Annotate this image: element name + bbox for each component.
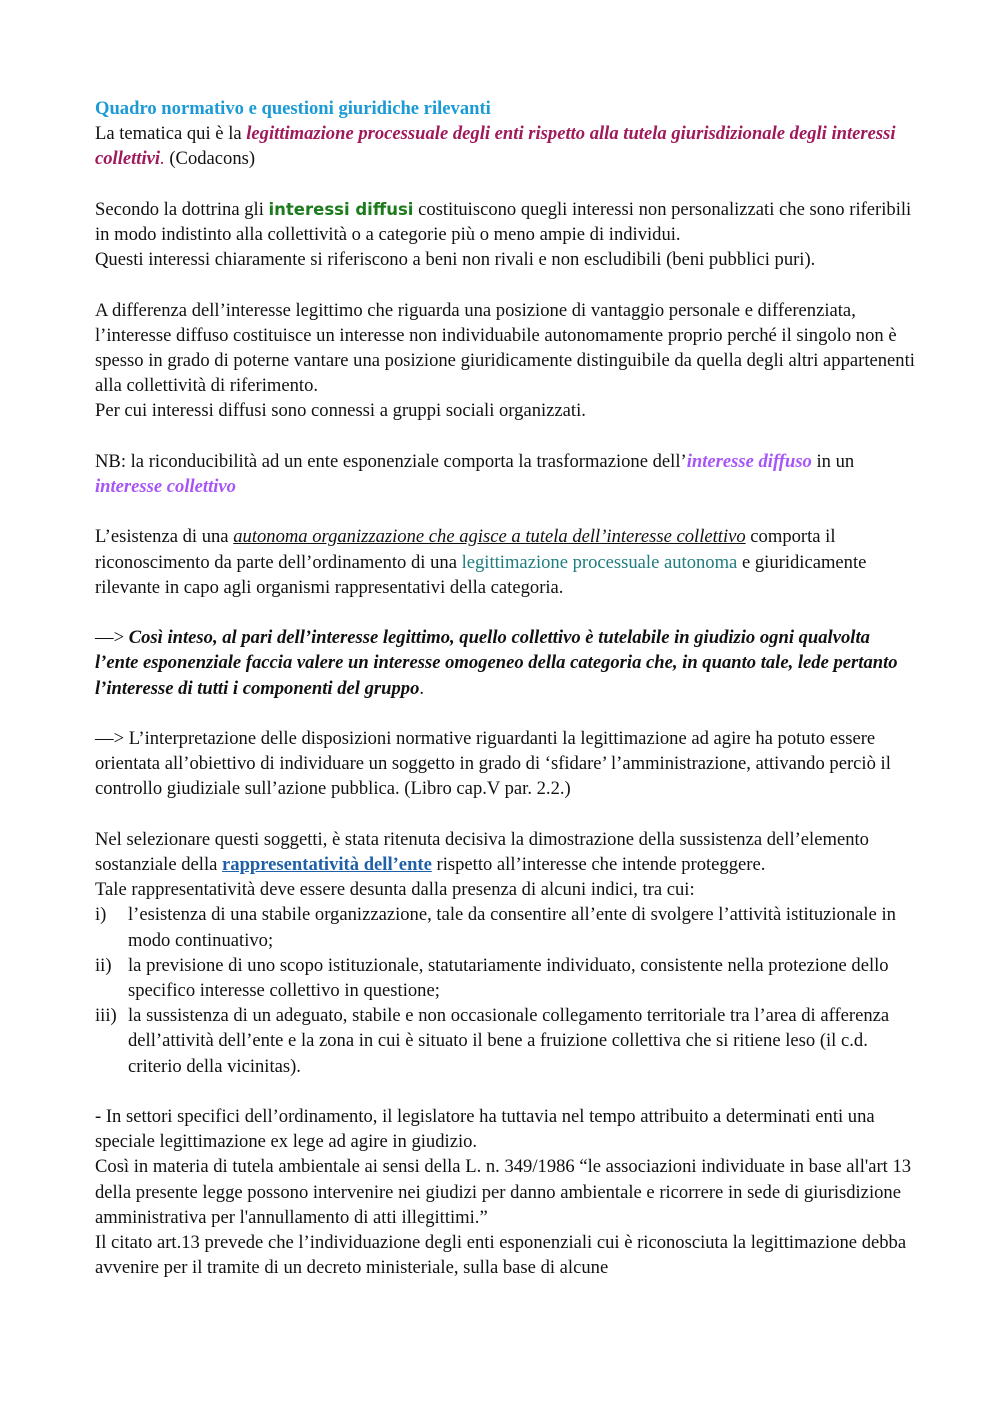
list-item	[95, 953, 915, 1003]
text: Secondo la dottrina gli	[95, 198, 269, 220]
text: L’esistenza di una	[95, 526, 234, 548]
paragraph-rappresentativita	[95, 827, 915, 877]
section-title: Quadro normativo e questioni giuridiche rilevanti	[95, 98, 491, 119]
paragraph-tutela-ambientale: Così in materia di tutela ambientale ai sensi della L. n. 349/1986 “le associazioni individuate in base all'art 13 della presente legge possono intervenire nei giudizi per danno ambientale e ricorrere in sede di giurisdizione amministrativa per l'annullamento di atti illegittimi.”	[95, 1156, 912, 1228]
arrow-marker: —>	[95, 627, 129, 649]
text: .	[419, 677, 425, 699]
list-marker: i)	[95, 904, 107, 926]
emphasis-interesse-diffuso: interesse diffuso	[686, 450, 812, 472]
intro-period: .	[160, 148, 165, 170]
list-marker: iii)	[95, 1005, 117, 1027]
paragraph-indici: Tale rappresentatività deve essere desunta dalla presenza di alcuni indici, tra cui:	[95, 879, 695, 901]
document-page	[95, 96, 915, 1280]
paragraph-gruppi-sociali: Per cui interessi diffusi sono connessi a gruppi sociali organizzati.	[95, 400, 586, 422]
bold-italic-statement: Così inteso, al pari dell’interesse legittimo, quello collettivo è tutelabile in giudizio ogni qualvolta l’ente esponenziale faccia valere un interesse omogeneo della categoria che, in quanto tale, lede pertanto l’interesse di tutti i componenti del gruppo	[95, 627, 898, 699]
text: Nel selezionare questi soggetti, è stata ritenuta decisiva la dimostrazione della sussistenza dell’elemento sostanziale della	[95, 828, 869, 875]
list-item-text: l’esistenza di una stabile organizzazione, tale da consentire all’ente di svolgere l’attività istituzionale in modo continuativo;	[128, 904, 896, 951]
highlight-legittimazione: legittimazione processuale autonoma	[461, 551, 738, 573]
intro-source: (Codacons)	[164, 148, 256, 170]
text: in un	[811, 450, 855, 472]
paragraph-art-13: Il citato art.13 prevede che l’individuazione degli enti esponenziali cui è riconosciuta la legittimazione debba avvenire per il tramite di un decreto ministeriale, sulla base di alcune	[95, 1232, 907, 1279]
text: costituiscono quegli interessi non personalizzati che sono riferibili in modo indistinto alla collettività o a categorie più o meno ampie di individui.	[95, 198, 912, 245]
paragraph-organizzazione	[95, 524, 915, 600]
text: rispetto all’interesse che intende proteggere.	[431, 853, 766, 875]
list-item	[95, 902, 915, 952]
intro-emphasis: legittimazione processuale degli enti rispetto alla tutela giurisdizionale degli interessi collettivi	[95, 123, 896, 170]
underlined-phrase: autonoma organizzazione che agisce a tutela dell’interesse collettivo	[233, 526, 746, 548]
paragraph-interesse-legittimo: A differenza dell’interesse legittimo che riguarda una posizione di vantaggio personale e differenziata, l’interesse diffuso costituisce un interesse non individuabile autonomamente proprio perché il singolo non è spesso in grado di poterne vantare una posizione giuridicamente distinguibile da quella degli altri appartenenti alla collettività di riferimento.	[95, 299, 915, 397]
paragraph-settori-specifici: - In settori specifici dell’ordinamento, il legislatore ha tuttavia nel tempo attribuito a determinati enti una speciale legittimazione ex lege ad agire in giudizio.	[95, 1106, 875, 1153]
paragraph-arrow-1	[95, 625, 915, 701]
paragraph-interessi-diffusi	[95, 197, 915, 247]
list-item-text: la previsione di uno scopo istituzionale, statutariamente individuato, consistente nella protezione dello specifico interesse collettivo in questione;	[128, 954, 889, 1001]
paragraph-beni-pubblici: Questi interessi chiaramente si riferiscono a beni non rivali e non escludibili (beni pubblici puri).	[95, 249, 816, 271]
text: comporta il riconoscimento da parte dell’ordinamento di una	[95, 526, 836, 573]
rappresentativita-link[interactable]: rappresentatività dell’ente	[222, 853, 432, 875]
indici-list	[95, 902, 915, 1078]
list-marker: ii)	[95, 954, 112, 976]
highlight-interessi-diffusi: interessi diffusi	[268, 199, 414, 219]
list-item-text: la sussistenza di un adeguato, stabile e non occasionale collegamento territoriale tra l’area di afferenza dell’attività dell’ente e la zona in cui è situato il bene a fruizione collettiva che si ritiene leso (il c.d. criterio della vicinitas).	[128, 1005, 890, 1077]
paragraph-arrow-2: —> L’interpretazione delle disposizioni normative riguardanti la legittimazione ad agire ha potuto essere orientata all’obiettivo di individuare un soggetto in grado di ‘sfidare’ l’amministrazione, attivando perciò il controllo giudiziale sull’azione pubblica. (Libro cap.V par. 2.2.)	[95, 727, 891, 800]
paragraph-nb	[95, 449, 915, 499]
intro-text: La tematica qui è la	[95, 123, 247, 145]
paragraph-intro	[95, 121, 915, 171]
list-item	[95, 1003, 915, 1079]
text: e giuridicamente rilevante in capo agli organismi rappresentativi della categoria.	[95, 551, 867, 598]
text: NB: la riconducibilità ad un ente esponenziale comporta la trasformazione dell’	[95, 450, 687, 472]
emphasis-interesse-collettivo: interesse collettivo	[95, 476, 236, 497]
